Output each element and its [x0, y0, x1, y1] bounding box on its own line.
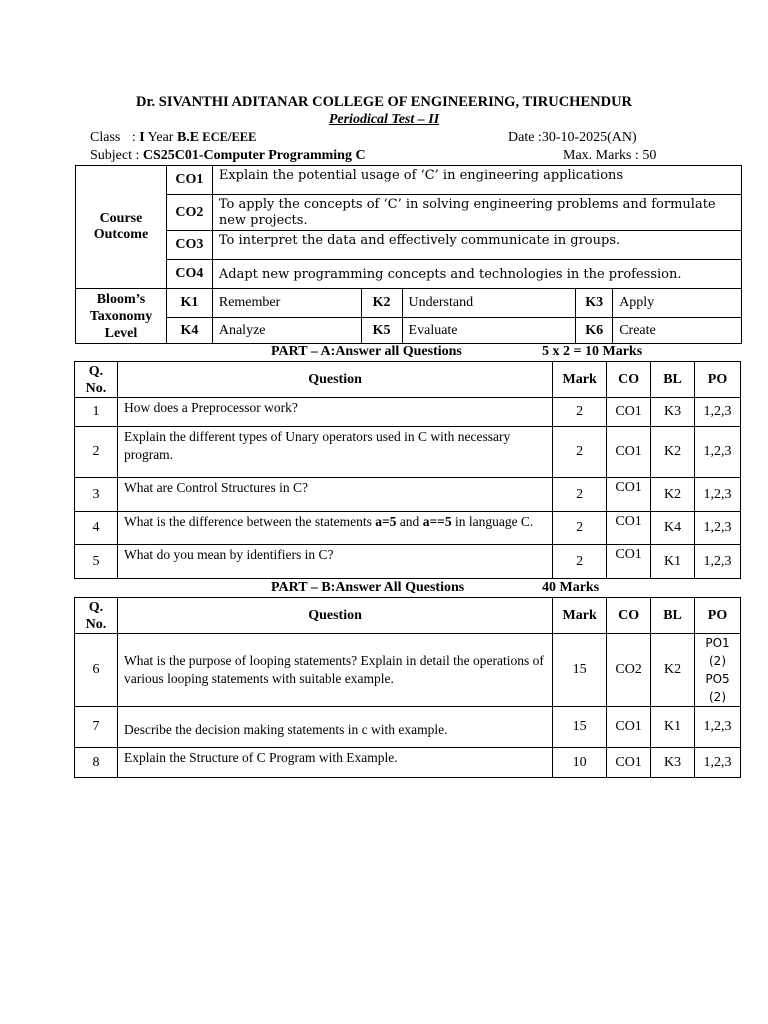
class-separator: :	[131, 130, 140, 145]
question-bl: K2	[651, 634, 695, 707]
question-bl: K1	[651, 545, 695, 579]
bloom-code: K6	[576, 318, 613, 344]
question-co: CO1	[607, 707, 651, 748]
question-co: CO1	[607, 512, 651, 545]
question-po: 1,2,3	[695, 478, 741, 512]
bloom-name: Apply	[613, 289, 742, 318]
part-b-table	[74, 597, 741, 778]
question-mark: 2	[553, 512, 607, 545]
course-outcome-table	[75, 165, 742, 344]
question-po: 1,2,3	[695, 707, 741, 748]
blooms-label: Bloom’s Taxonomy Level	[76, 289, 167, 344]
bloom-code: K4	[166, 318, 212, 344]
bl-header: BL	[651, 362, 695, 398]
class-degree: B.E	[176, 130, 200, 145]
part-a-marks: 5 x 2 = 10 Marks	[542, 344, 643, 359]
po-header: PO	[695, 362, 741, 398]
question-text: Explain the different types of Unary operators used in C with necessary program.	[117, 427, 552, 478]
co-header: CO	[607, 598, 651, 634]
mark-header: Mark	[553, 362, 607, 398]
part-b-title: PART – B:Answer All Questions	[271, 580, 465, 595]
test-name: Periodical Test – II	[328, 112, 440, 127]
co-header: CO	[607, 362, 651, 398]
table-row	[75, 427, 741, 478]
question-text: What are Control Structures in C?	[117, 478, 552, 512]
question-co: CO1	[607, 545, 651, 579]
question-header: Question	[117, 362, 552, 398]
question-bl: K1	[651, 707, 695, 748]
question-mark: 15	[553, 707, 607, 748]
subject-name: CS25C01-Computer Programming C	[142, 148, 366, 163]
bloom-code: K5	[361, 318, 402, 344]
question-number: 3	[75, 478, 118, 512]
question-number: 1	[75, 398, 118, 427]
course-outcome-label: Course Outcome	[76, 166, 167, 289]
question-mark: 2	[553, 427, 607, 478]
table-row	[75, 398, 741, 427]
question-text: What is the purpose of looping statements? Explain in detail the operations of various looping statements with suitable example.	[117, 634, 552, 707]
question-bl: K2	[651, 427, 695, 478]
college-name: Dr. SIVANTHI ADITANAR COLLEGE OF ENGINEERING, TIRUCHENDUR	[135, 94, 633, 110]
qno-header: Q. No.	[75, 362, 118, 398]
question-co: CO1	[607, 478, 651, 512]
bloom-name: Create	[613, 318, 742, 344]
question-mark: 2	[553, 478, 607, 512]
bloom-code: K3	[576, 289, 613, 318]
question-mark: 10	[553, 748, 607, 778]
class-info	[90, 130, 256, 146]
question-po: 1,2,3	[695, 545, 741, 579]
question-number: 4	[75, 512, 118, 545]
question-number: 6	[75, 634, 118, 707]
co-code: CO2	[166, 195, 212, 231]
question-mark: 15	[553, 634, 607, 707]
max-marks: Max. Marks : 50	[563, 148, 657, 163]
question-co: CO1	[607, 427, 651, 478]
table-row	[75, 512, 741, 545]
question-number: 5	[75, 545, 118, 579]
co-description: Adapt new programming concepts and technologies in the profession.	[212, 260, 741, 289]
co-description: Explain the potential usage of ‘C’ in engineering applications	[212, 166, 741, 195]
question-po: PO1 (2) PO5 (2)	[695, 634, 741, 707]
question-po: 1,2,3	[695, 512, 741, 545]
question-po: 1,2,3	[695, 748, 741, 778]
part-b-marks: 40 Marks	[542, 580, 600, 595]
exam-date: Date :30-10-2025(AN)	[508, 130, 637, 145]
question-header: Question	[117, 598, 552, 634]
question-bl: K4	[651, 512, 695, 545]
class-label: Class	[90, 130, 121, 145]
table-row	[75, 634, 741, 707]
table-row	[75, 545, 741, 579]
question-co: CO1	[607, 398, 651, 427]
question-po: 1,2,3	[695, 427, 741, 478]
part-a-title: PART – A:Answer all Questions	[271, 344, 462, 359]
question-co: CO1	[607, 748, 651, 778]
co-description: To interpret the data and effectively communicate in groups.	[212, 231, 741, 260]
class-year: I	[139, 130, 145, 145]
question-po: 1,2,3	[695, 398, 741, 427]
co-code: CO4	[166, 260, 212, 289]
table-header-row	[75, 362, 741, 398]
mark-header: Mark	[553, 598, 607, 634]
bloom-name: Remember	[212, 289, 361, 318]
class-year-word: Year	[144, 130, 177, 145]
question-number: 7	[75, 707, 118, 748]
po-header: PO	[695, 598, 741, 634]
bl-header: BL	[651, 598, 695, 634]
table-header-row	[75, 598, 741, 634]
bloom-name: Analyze	[212, 318, 361, 344]
question-text: How does a Preprocessor work?	[117, 398, 552, 427]
question-bl: K3	[651, 398, 695, 427]
bloom-name: Understand	[402, 289, 576, 318]
co-description: To apply the concepts of ‘C’ in solving engineering problems and formulate new projects.	[212, 195, 741, 231]
qno-header: Q. No.	[75, 598, 118, 634]
co-code: CO1	[166, 166, 212, 195]
question-text: What do you mean by identifiers in C?	[117, 545, 552, 579]
question-text: Explain the Structure of C Program with Example.	[117, 748, 552, 778]
question-bl: K2	[651, 478, 695, 512]
table-row	[75, 748, 741, 778]
question-number: 8	[75, 748, 118, 778]
table-row	[75, 478, 741, 512]
question-mark: 2	[553, 398, 607, 427]
question-text: Describe the decision making statements in c with example.	[117, 707, 552, 748]
part-a-table	[74, 361, 741, 579]
co-code: CO3	[166, 231, 212, 260]
bloom-code: K2	[361, 289, 402, 318]
table-row	[75, 707, 741, 748]
class-branch: ECE/EEE	[199, 130, 257, 144]
question-number: 2	[75, 427, 118, 478]
bloom-name: Evaluate	[402, 318, 576, 344]
subject-label: Subject :	[90, 148, 143, 163]
bloom-code: K1	[166, 289, 212, 318]
subject-info	[90, 148, 366, 164]
question-mark: 2	[553, 545, 607, 579]
question-text: What is the difference between the statements a=5 and a==5 in language C.	[117, 512, 552, 545]
question-bl: K3	[651, 748, 695, 778]
question-co: CO2	[607, 634, 651, 707]
